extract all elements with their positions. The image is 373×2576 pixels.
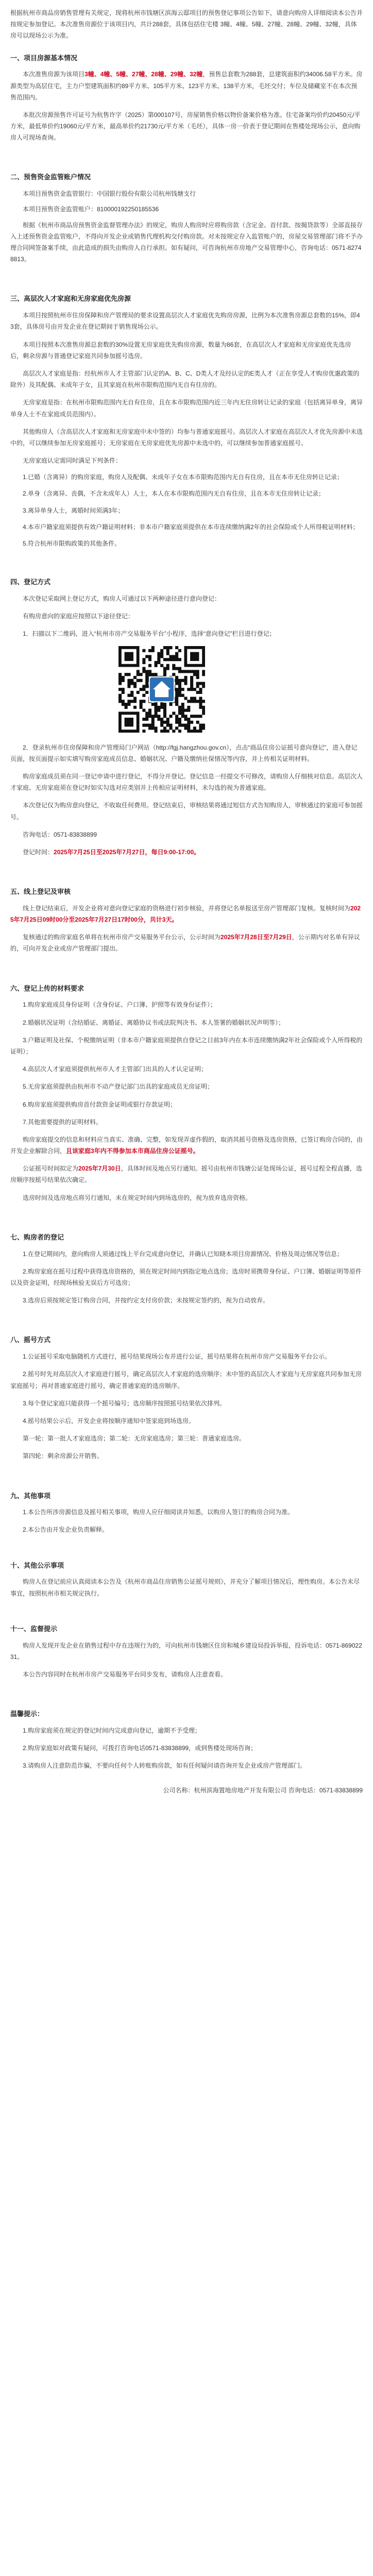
- section-9-title: 九、其他事项: [10, 1492, 51, 1500]
- s6-p1-highlight: 且该家庭3年内不得参加本市商品住房公证摇号。: [66, 1147, 199, 1155]
- s4-paragraph-5: 购房家庭成员须在同一登记申请中进行登记，不得分开登记。登记信息一经提交不可修改，请购房人仔细核对信息。高层次人才家庭、无房家庭须在登记时如实勾选对应类别并上传相应证明材料，未勾选的视为普通家庭。: [10, 772, 363, 792]
- s12-item-1: 1.购房家庭须在规定的登记时间内完成意向登记，逾期不予受理；: [23, 1727, 201, 1734]
- s8-paragraph-3: 3.每个登记家庭只能获得一个摇号编号；选房顺序按照摇号结果依次排列。: [23, 1399, 226, 1407]
- s2-paragraph-2: 本项目预售资金监管账户：810000192250185536: [23, 206, 159, 213]
- s11-paragraph-2: 本公告内容同时在杭州市房产交易服务平台同步发布，请购房人注意查看。: [23, 1671, 227, 1679]
- section-10-title: 十、其他公示事项: [10, 1561, 64, 1569]
- s6-item-4: 4.高层次人才家庭须提供杭州市人才主管部门出具的人才认定证明；: [23, 1065, 208, 1073]
- s6-p2-post: ，具体时间及地点另行通知。摇号由杭州市钱塘公证处现场公证，摇号过程全程直播，选房顺序按摇号结果依次确定。: [10, 1165, 362, 1184]
- s5-paragraph-1: [10, 903, 363, 925]
- s8-paragraph-2: 2.摇号时先对高层次人才家庭进行摇号，确定高层次人才家庭的选房顺序；未中签的高层次人才家庭与无房家庭共同参加无房家庭摇号；再对普通家庭进行摇号，确定普通家庭的选房顺序。: [10, 1370, 362, 1389]
- s3-list-item-4: 4.本市户籍家庭须提供有效户籍证明材料；非本市户籍家庭须提供在本市连续缴纳满2年的社会保险或个人所得税证明材料；: [23, 523, 359, 531]
- qr-code-icon[interactable]: [118, 646, 205, 733]
- s7-paragraph-2: 2.购房家庭在摇号过程中获得选房资格的，须在规定时间内到指定地点选房；选房时须携带身份证、户口簿、婚姻证明等原件以及资金证明，经现场核验无误后方可选房；: [10, 1267, 362, 1287]
- section-7-title: 七、购房者的登记: [10, 1233, 64, 1241]
- section-11-title: 十一、监督提示: [10, 1624, 58, 1633]
- time-label: 登记时间：: [23, 848, 54, 856]
- qr-code-graphic: [118, 646, 205, 733]
- section-6-title: 六、登记上传的材料要求: [10, 984, 84, 992]
- s11-paragraph-1: 购房人发现开发企业在销售过程中存在违规行为的，可向杭州市钱塘区住房和城乡建设局投诉举报，投诉电话：0571-86902231。: [10, 1641, 362, 1660]
- s7-paragraph-3: 3.选房后须按规定签订购房合同，并按约定支付房价款；未按规定签约的，视为自动放弃。: [23, 1297, 269, 1304]
- section-3-title: 三、高层次人才家庭和无房家庭优先房源: [10, 295, 131, 303]
- s4-paragraph-3: 1．扫描以下二维码，进入“杭州市房产交易服务平台”小程序，选择“意向登记”栏目进行登记；: [23, 630, 276, 638]
- s5-p2-highlight: 2025年7月28日至7月29日: [221, 934, 292, 941]
- s8-paragraph-4: 4.摇号结果公示后，开发企业将按顺序通知中签家庭到场选房。: [23, 1417, 195, 1425]
- section-12-title: 温馨提示：: [10, 1710, 44, 1718]
- s3-paragraph-1: 本项目按照杭州市住房保障和房产管理局的要求设置高层次人才家庭优先购房房源，比例为本次准售房源总套数的15%，即43套，具体房号由开发企业在登记期间于销售现场公示。: [10, 312, 360, 331]
- s5-p2-post: ，公示期内对名单有异议的，可向开发企业或房产管理部门提出。: [10, 934, 360, 953]
- section-2-title: 二、预售资金监管账户情况: [10, 173, 91, 181]
- s6-item-3: 3.户籍证明及社保、个税缴纳证明（非本市户籍家庭须提供自登记之日前3年内在本市连续缴纳满2年社会保险或个人所得税的证明）；: [10, 1036, 363, 1055]
- s6-item-2: 2.婚姻状况证明（含结婚证、离婚证、离婚协议书或法院判决书、本人签署的婚姻状况声明等）；: [23, 1019, 285, 1026]
- section-5-title: 五、线上登记及审核: [10, 888, 71, 896]
- s12-item-2: 2.购房家庭如对政策有疑问，可拨打咨询电话0571-83838899，或到售楼处现场咨询；: [23, 1744, 257, 1752]
- s3-paragraph-4: 无房家庭是指：在杭州市限购范围内无自有住房，且在本市限购范围内近三年内无住房转让记录的家庭（包括离异单身，离异单身人士不在家庭成员范围内）。: [10, 399, 363, 418]
- s4-phone-line: [10, 829, 363, 840]
- s8-paragraph-6: 第四轮：剩余房源公开销售。: [23, 1452, 104, 1460]
- s3-paragraph-2: 本项目按照本次准售房源总套数的30%设置无房家庭优先购房房源，数量为86套，在高层次人才家庭和无房家庭优先选房后，剩余房源与普通登记家庭共同参加摇号选房。: [10, 341, 351, 360]
- s4-paragraph-4: 2．登录杭州市住房保障和房产管理局门户网站（http://fgj.hangzhou.gov.cn），点击“商品住房公证摇号意向登记”，进入登记页面，按页面提示如实填写购房家庭成员信息、婚姻状况、户籍及缴纳社保情况等内容，并上传相关证明材料。: [10, 743, 358, 762]
- s7-paragraph-1: 1.在登记期间内，意向购房人须通过线上平台完成意向登记，并确认已知晓本项目房源情况、价格及周边情况等信息；: [23, 1250, 344, 1258]
- s6-p1-text: 购房家庭提交的信息和材料应当真实、准确、完整，如发现弄虚作假的，取消其摇号资格及选房资格，已签订购房合同的，由开发企业解除合同，: [10, 1136, 363, 1155]
- section-1-title: 一、项目房源基本情况: [10, 54, 78, 62]
- signature-block: [10, 1785, 363, 1797]
- section-4-title: 四、登记方式: [10, 578, 51, 586]
- s1-p1-post: ，预售总套数为288套，总建筑面积约34006.58平方米。房源类型为高层住宅，主力户型建筑面积约89平方米、105平方米、123平方米、138平方米，毛坯交付；车位及储藏室不在本次预售范围内。: [10, 71, 363, 101]
- s3-list-item-5: 5.符合杭州市限购政策的其他条件。: [23, 540, 121, 548]
- s6-paragraph-3: 选房时间及选房地点将另行通知，未在规定时间内到场选房的，视为放弃选房资格。: [23, 1194, 252, 1201]
- intro-paragraph: 根据杭州市商品房销售管理有关规定，现将杭州市钱塘区滨海云邸项目的预售登记事项公告如下，请意向购房人详细阅读本公告并按规定参加登记。本次准售房源位于该项目内，共计288套，具体包括住宅楼 3幢、4幢、5幢、27幢、28幢、29幢、32幢，具体房号以现场公示为准。: [10, 9, 363, 40]
- s6-paragraph-2: [10, 1163, 363, 1185]
- s5-paragraph-2: [10, 931, 363, 954]
- s4-paragraph-2: 有购房意向的家庭应按照以下途径登记：: [23, 613, 134, 620]
- s3-paragraph-5: 其他购房人（含高层次人才家庭和无房家庭中未中签的）均参与普通家庭摇号。高层次人才家庭在高层次人才优先房源中未选中的，可以继续参加无房家庭摇号；无房家庭在无房家庭优先房源中未选中的，可以继续参加普通家庭摇号。: [10, 428, 363, 447]
- s4-paragraph-1: 本次登记采取网上登记方式，购房人可通过以下两种途径进行意向登记：: [23, 595, 221, 602]
- s3-list-item-2: 2.单身（含离异、丧偶，不含未成年人）人士，本人在本市限购范围内无自有住房，且在本市无住房转让记录；: [23, 490, 325, 498]
- s10-paragraph-1: 购房人在登记前应认真阅读本公告及《杭州市商品住房销售公证摇号规则》，并充分了解项目情况后，理性购房。本公告未尽事宜，按照杭州市相关规定执行。: [10, 1578, 360, 1597]
- s6-p2-text: 公证摇号时间拟定为: [23, 1165, 79, 1173]
- s3-paragraph-3: 高层次人才家庭是指：经杭州市人才主管部门认定的A、B、C、D类人才及经认定的E类人才（正在享受人才购房优惠政策的除外）及其配偶、未成年子女，且其家庭在杭州市限购范围内无自有住房的。: [10, 369, 360, 389]
- s3-list-item-3: 3.离异单身人士，离婚时间须满3年；: [23, 506, 124, 514]
- s2-paragraph-1: 本项目预售资金监管银行：中国银行股份有限公司杭州钱塘支行: [23, 190, 196, 198]
- s12-item-3: 3.请购房人注意防范诈骗，不要向任何个人转账购房款，如有任何疑问请咨询开发企业或房产管理部门。: [23, 1762, 307, 1770]
- s4-paragraph-6: 本次登记仅为购房意向登记，不收取任何费用。登记结束后，审核结果将通过短信方式告知购房人，审核通过的家庭可参加摇号。: [10, 802, 363, 821]
- s9-paragraph-1: 1.本公告所涉房源信息及摇号相关事项，购房人应仔细阅读并知悉，以购房人签订的购房合同为准。: [23, 1509, 294, 1516]
- s8-paragraph-1: 1.公证摇号采取电脑随机方式进行，摇号结果现场公布并进行公证，摇号结果将在杭州市房产交易服务平台公示。: [23, 1353, 331, 1361]
- company-phone: 咨询电话：0571-83838899: [288, 1786, 363, 1794]
- section-8-title: 八、摇号方式: [10, 1336, 51, 1344]
- s6-item-7: 7.其他需要提供的证明材料。: [23, 1118, 103, 1126]
- s6-item-5: 5.无房家庭须提供由杭州市不动产登记部门出具的家庭成员无房证明；: [23, 1083, 214, 1091]
- s5-p2-text: 复核通过的购房家庭名单将在杭州市房产交易服务平台公示，公示时间为: [23, 934, 221, 941]
- s6-item-1: 1.购房家庭成员身份证明（含身份证、户口簿、护照等有效身份证件）；: [23, 1001, 217, 1009]
- s6-paragraph-1: [10, 1134, 363, 1157]
- s4-time-line: [10, 846, 363, 858]
- time-value: 2025年7月25日至2025年7月27日，每日9:00-17:00。: [54, 848, 200, 856]
- s1-p1-highlight: 3幢、4幢、5幢、27幢、28幢、29幢、32幢: [84, 71, 203, 78]
- company-name: 公司名称：杭州滨海置地房地产开发有限公司: [163, 1786, 287, 1794]
- s5-p1-highlight: 2025年7月25日09时00分至2025年7月27日17时00分，共计3天。: [10, 904, 361, 924]
- s1-paragraph-1: [10, 69, 363, 103]
- phone-number[interactable]: 0571-83838899: [54, 831, 97, 838]
- s1-p1-pre: 本次准售房源为该项目: [23, 71, 85, 78]
- phone-label: 咨询电话：: [23, 831, 54, 838]
- s9-paragraph-2: 2.本公告由开发企业负责解释。: [23, 1526, 109, 1534]
- s2-paragraph-3: 根据《杭州市商品房预售资金监督管理办法》的规定，购房人购房时应将购房款（含定金、首付款、按揭贷款等）全部直接存入上述预售资金监管账户，不得向开发企业或销售代理机构交付购房款。对未按规定存入监管账户的，房屋交易管理部门将不予办理合同网签备案手续，由此造成的损失由购房人自行承担。如有疑问，可咨询杭州市房地产交易管理中心，咨询电话：0571-82748813。: [10, 221, 363, 263]
- s5-p1-text: 线上登记结束后，开发企业将对意向登记家庭的资格进行初步核验，并将登记名单报送至房产管理部门复核。复核时间为: [23, 904, 351, 912]
- s6-p2-highlight: 2025年7月30日: [78, 1165, 121, 1173]
- s3-list-item-1: 1.已婚（含离异）的购房家庭，购房人及配偶、未成年子女在本市限购范围内无自有住房，且在本市无住房转让记录；: [23, 473, 344, 481]
- s8-paragraph-5: 第一轮：第一批人才家庭选房；第二轮：无房家庭选房；第三轮：普通家庭选房。: [23, 1435, 246, 1443]
- s6-item-6: 6.购房家庭须提供购房首付款资金证明或银行存款证明；: [23, 1100, 177, 1108]
- s1-paragraph-2: 本批次房源预售许可证号为杭售许字（2025）第000107号，房屋销售价格以物价备案价格为准。住宅备案均价约20450元/平方米，最低单价约19060元/平方米，最高单价约21730元/平方米（毛坯），具体一房一价表于登记期间在售楼处现场公示，意向购房人可现场查询。: [10, 111, 361, 142]
- s3-list-intro: 无房家庭认定需同时满足下列条件：: [23, 457, 122, 465]
